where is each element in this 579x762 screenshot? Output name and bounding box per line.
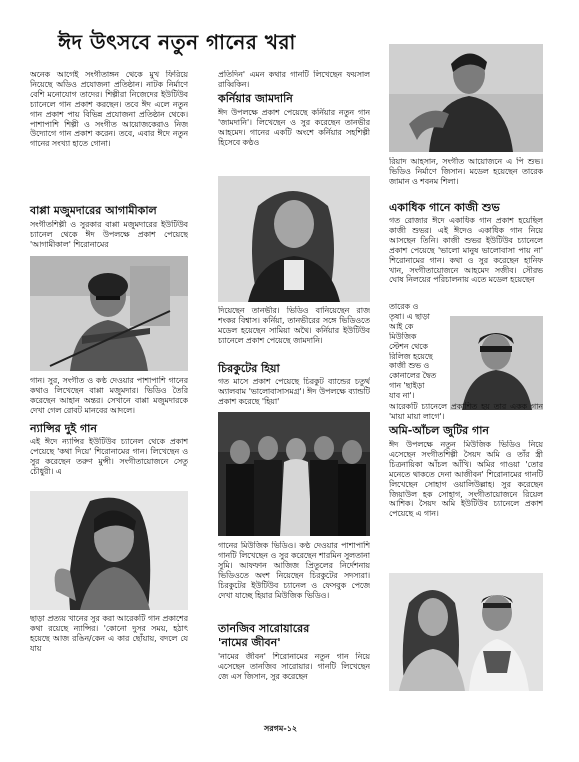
wrap-line: রিলিজ হয়েছে bbox=[389, 351, 433, 361]
center-carryover-text: প্রতিদিন' এমন কথার গানটি লিখেছেন ফয়সাল রাব্বিকিন। bbox=[218, 70, 370, 89]
ami-anchol-section-title: অমি-আঁচল জুটির গান bbox=[389, 424, 489, 437]
chirkut-section-title: চিরকুটের হিয়া bbox=[218, 362, 280, 375]
kazi-shuvo-section-title: একাধিক গানে কাজী শুভ bbox=[389, 201, 500, 214]
ami-anchol-photo bbox=[389, 573, 543, 691]
wrap-line: যাব না'। bbox=[389, 391, 415, 401]
tanjib-section-title-line2: 'নামের জীবন' bbox=[218, 636, 281, 649]
bappa-majumder-photo bbox=[30, 256, 188, 371]
kazi-shuvo-photo bbox=[450, 316, 543, 410]
nancy-section-body: এই ঈদে ন্যান্সির ইউটিউব চ্যানেল থেকে প্রকাশ পেয়েছে 'কথা দিয়ে' শিরোনামের গান। লিখেছেন ও সুর করেছেন তরুণ মুন্সী। সংগীতায়োজনে সেতু চৌধুরী। এ bbox=[30, 437, 188, 476]
right-carryover-text: রিয়াদ আহসান, সংগীত আয়োজনে এ পি শুভ। ভিডিও নির্মাণে জিসান। মডেল হয়েছেন তারেক জামান ও শবনম শিলা। bbox=[389, 157, 543, 186]
nancy-section-body-continued: ছাড়া প্রত্যয় খানের সুর করা আরেকটি গান প্রকাশের কথা রয়েছে ন্যান্সির। 'কোনো দুসর সময়, হঠাৎ হয়েছে আজ রঙিন/কেন এ কার ছোঁয়ায়, বদলে যে যায় bbox=[30, 614, 188, 653]
karnia-photo bbox=[218, 176, 370, 302]
karnia-section-body: ঈদ উপলক্ষে প্রকাশ পেয়েছে কর্নিয়ার নতুন গান 'জামদানি'। লিখেছেন ও সুর করেছেন তানভীর আহমেদ। গানের একটি অংশে কর্নিয়ার সহশিল্পী হিসেবে কণ্ঠও bbox=[218, 108, 370, 147]
bappa-section-body: সংগীতশিল্পী ও সুরকার বাপ্পা মজুমদারের ইউটিউব চ্যানেল থেকে ঈদ উপলক্ষে প্রকাশ পেয়েছে 'আগামীকাল' শিরোনামের bbox=[30, 220, 188, 249]
page-headline: ঈদ উৎসবে নতুন গানের খরা bbox=[58, 30, 296, 54]
wrap-line: তারেক ও bbox=[389, 302, 419, 311]
karnia-section-body-continued: দিয়েছেন তানভীর। ভিডিও বানিয়েছেন রাজ শংকর বিশ্বাস। কর্নিয়া, তানভীরের সঙ্গে ভিডিওতে মডেল হয়েছেন সামিয়া অথৈ। কর্নিয়ার ইউটিউব চ্যানেলে প্রকাশ পেয়েছে জামদানি। bbox=[218, 306, 370, 345]
wrap-line: কাজী শুভ ও bbox=[389, 361, 430, 371]
ami-anchol-section-body: ঈদ উপলক্ষে নতুন মিউজিক ভিডিও নিয়ে এসেছেন সংগীতশিল্পী সৈয়দ অমি ও তাঁর স্ত্রী চিত্রনায়িকা আঁচল আঁখি। অমির গাওয়া 'তোর মনেতে থাকতে দেনা আজীবন' শিরোনামের গানটি লিখেছেন সোহাগ ওয়ালিউল্লাহ। সুর করেছেন জিয়াউল হক সোহাগ, সংগীতায়োজনে রিয়েল আশিক। সৈয়দ অমি ইউটিউব চ্যানেলে প্রকাশ পেয়েছে এ গান। bbox=[389, 440, 543, 519]
wrap-line: মিউজিক bbox=[389, 331, 417, 341]
intro-paragraph: অনেক আগেই সংগীতাঙ্গন থেকে মুখ ফিরিয়ে নিয়েছে অডিও প্রযোজনা প্রতিষ্ঠান। নাটক নির্মাণে বেশি মনোযোগ তাদের। শিল্পীরা নিজেদের ইউটিউব চ্যানেলে গান প্রকাশ করছেন। তবে ঈদ এলে নতুন গান প্রকাশ পায় বিভিন্ন প্রযোজনা প্রতিষ্ঠান থেকে। পাশাপাশি শিল্পী ও সংগীত আয়োজকেরাও নিজ উদ্যোগে গান প্রকাশ করেন। তবে, এবার ঈদে নতুন গানের সংখ্যা হাতে গোনা। bbox=[30, 70, 188, 149]
chirkut-section-body: গত মাসে প্রকাশ পেয়েছে চিরকুট ব্যান্ডের চতুর্থ অ্যালবাম 'ভালোবাসাসমগ্র'। ঈদ উপলক্ষে ব্যান্ডটি প্রকাশ করেছে 'হিয়া' bbox=[218, 377, 370, 406]
tanjib-section-body: 'নামের জীবন' শিরোনামের নতুন গান নিয়ে এসেছেন তানজিব সারোয়ার। গানটি লিখেছেন জে এস জিসান, সুর করেছেন bbox=[218, 652, 370, 681]
wrap-line: স্টেশন থেকে bbox=[389, 341, 428, 351]
kazi-shuvo-wrapped-text bbox=[389, 302, 447, 401]
wrap-line: তৃষা। এ ছাড়া bbox=[389, 311, 430, 321]
kazi-shuvo-section-body: গত রোজার ঈদে একাধিক গান প্রকাশ হয়েছিল কাজী শুভর। এই ঈদেও একাধিক গান নিয়ে আসছেন তিনি। কাজী শুভর ইউটিউব চ্যানেলে প্রকাশ পেয়েছে 'ভালো মানুষ ভালোবাসা পায় না' শিরোনামের গান। কথা ও সুর করেছেন হানিফ খান, সংগীতায়োজনে আহমেদ সজীব। সৌরভ ঘোষ নিলয়ের পরিচালনায় এতে মডেল হয়েছেন bbox=[389, 216, 543, 285]
bappa-section-title: বাপ্পা মজুমদারের আগামীকাল bbox=[30, 204, 157, 217]
chirkut-band-photo bbox=[218, 412, 370, 536]
kazi-shuvo-body-tail: আরেকটি চ্যানেলে প্রকাশিত হয় তার একক গান 'মায়া মায়া লাগে'। bbox=[389, 402, 543, 421]
karnia-section-title: কর্নিয়ার জামদানি bbox=[218, 92, 293, 105]
wrap-line: গান 'ছাইড়া bbox=[389, 381, 425, 391]
tanjib-section-title: তানজিব সারোয়ারের bbox=[218, 622, 310, 635]
wrap-line: কোনালের দ্বৈত bbox=[389, 371, 437, 381]
nancy-photo bbox=[30, 491, 188, 610]
bappa-section-body-continued: গান। সুর, সংগীত ও কণ্ঠ দেওয়ার পাশাপাশি গানের কথাও লিখেছেন বাপ্পা মজুমদার। ভিডিও তৈরি করেছেন আহান অন্তর। সেখানে বাপ্পা মজুমদারকে দেখা গেল রোবট মানবের আদলে। bbox=[30, 376, 188, 415]
chirkut-section-body-continued: গানের মিউজিক ভিডিও। কণ্ঠ দেওয়ার পাশাপাশি গানটি লিখেছেন ও সুর করেছেন শারমিন সুলতানা সুমি। আফফান আজিজ প্রিতুলের নির্দেশনায় ভিডিওতে অংশ নিয়েছেন চিরকুটের সদস্যরা। চিরকুটের ইউটিউব চ্যানেল ও ফেসবুক পেজে দেখা যাচ্ছে হিয়ার মিউজিক ভিডিও। bbox=[218, 541, 370, 600]
tanjib-sarowar-photo bbox=[389, 44, 543, 152]
wrap-line: আই কে bbox=[389, 321, 414, 331]
page-number: সরগম-১২ bbox=[264, 724, 298, 733]
nancy-section-title: ন্যান্সির দুই গান bbox=[30, 422, 97, 435]
